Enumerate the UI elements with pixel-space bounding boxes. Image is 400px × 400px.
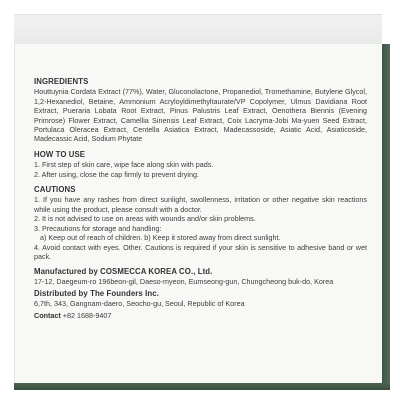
box-right-edge <box>382 44 390 389</box>
distributor-heading: Distributed by The Founders Inc. <box>34 289 159 299</box>
manufacturer-section <box>34 267 367 286</box>
manufacturer-heading: Manufactured by COSMECCA KOREA CO., Ltd. <box>34 267 213 277</box>
ingredients-heading: INGREDIENTS <box>34 77 89 86</box>
distributor-section <box>34 289 367 308</box>
distributor-address: 6,7th, 343, Gangnam-daero, Seocho-gu, Seoul, Republic of Korea <box>34 298 245 308</box>
contact-label: Contact <box>34 310 61 320</box>
list-item: 1. First step of skin care, wipe face along skin with pads. <box>34 160 214 170</box>
ingredients-text: Houttuynia Cordata Extract (77%), Water, Gluconolactone, Propanediol, Tromethamine, Butylene Glycol, 1,2-Hexanediol, Betaine, Ammonium Acryloyldimethyltaurate/VP Copolymer, Ulmus Davidiana Root Extract, Pueraria Lobata Root Extract, Pinus Palustris Leaf Extract, Oenothera Biennis (Evening Primrose) Flower Extract, Camellia Sinensis Leaf Extract, Coix Lacryma-Jobi Ma-yuen Seed Extract, Portulaca Oleracea Extract, Centella Asiatica Extract, Madecassoside, Asiatic Acid, Asiaticoside, Madecassic Acid, Sodium Phytate <box>34 87 367 144</box>
list-item: 2. It is not advised to use on areas with wounds and/or skin problems. <box>34 214 256 224</box>
box-bottom-strip <box>14 383 390 390</box>
contact-line <box>34 311 367 320</box>
list-item: 4. Avoid contact with eyes. Other. Cautions is required if your skin is sensitive to adhesive band or wet pack. <box>34 242 367 261</box>
cautions-section <box>34 185 367 261</box>
ingredients-section <box>34 77 367 144</box>
how-to-use-heading: HOW TO USE <box>34 149 86 159</box>
cautions-heading: CAUTIONS <box>34 185 76 195</box>
how-to-use-section <box>34 150 367 179</box>
list-item: 1. If you have any rashes from direct sunlight, swollenness, irritation or other negative skin reactions while using the product, please consult with a doctor. <box>34 195 367 214</box>
manufacturer-address: 17-12, Daegeum-ro 196beon-gil, Daeso-myeon, Eumseong-gun, Chungcheong buk-do, Korea <box>34 276 334 286</box>
cautions-list <box>34 195 367 261</box>
list-item: a) Keep out of reach of children. b) Keep it stored away from direct sunlight. <box>40 233 281 243</box>
how-to-use-list <box>34 160 367 179</box>
list-item: 3. Precautions for storage and handling: <box>34 223 162 233</box>
contact-value: +82 1688-9407 <box>62 310 112 320</box>
list-item: 2. After using, close the cap firmly to prevent drying. <box>34 169 199 179</box>
label-text-block <box>34 77 367 320</box>
